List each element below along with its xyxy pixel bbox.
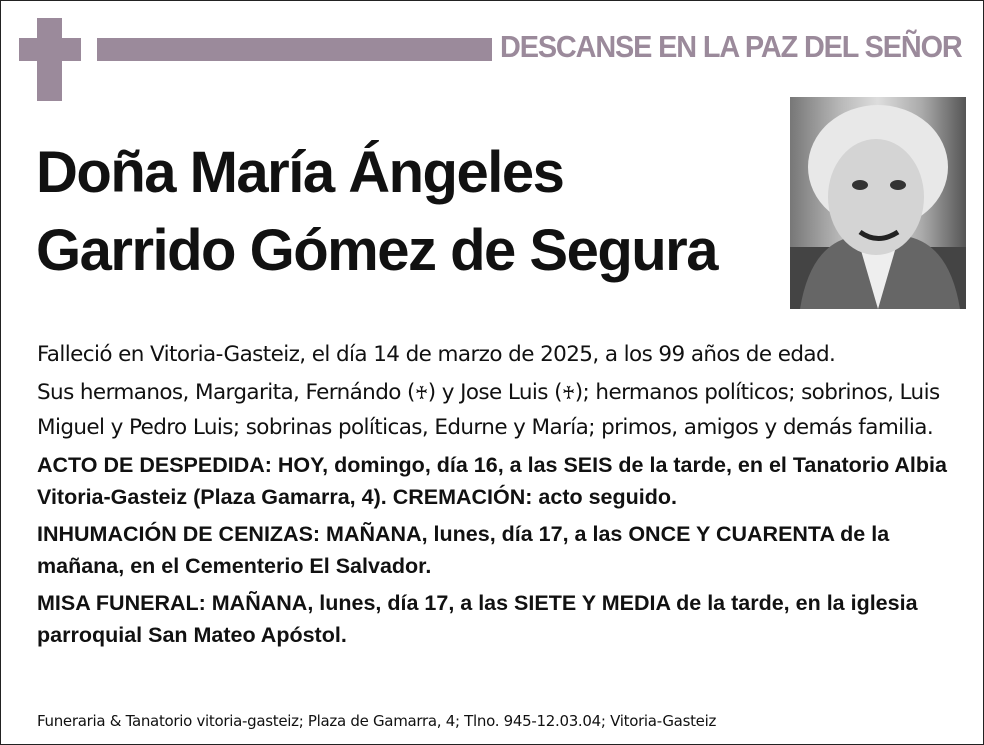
- deceased-photo: [790, 97, 966, 309]
- header-bar: [97, 38, 492, 61]
- family-notice: [37, 376, 967, 445]
- ashes-burial: INHUMACIÓN DE CENIZAS: MAÑANA, lunes, día 17, a las ONCE Y CUARENTA de la mañana, en el Cementerio El Salvador.: [37, 522, 890, 578]
- header-title: DESCANSE EN LA PAZ DEL SEÑOR: [500, 29, 962, 64]
- obituary-body: [37, 338, 967, 656]
- family-text: Sus hermanos, Margarita, Fernándo (: [37, 380, 415, 405]
- death-notice: Falleció en Vitoria-Gasteiz, el día 14 de marzo de 2025, a los 99 años de edad.: [37, 342, 836, 367]
- family-text: ); hermanos políticos; sobrinos, Luis Miguel y Pedro Luis; sobrinas políticas, Edurne y María; primos, amigos y demás familia.: [37, 380, 940, 440]
- family-text: ) y Jose Luis (: [427, 380, 562, 405]
- funeral-mass: MISA FUNERAL: MAÑANA, lunes, día 17, a las SIETE Y MEDIA de la tarde, en la iglesia parroquial San Mateo Apóstol.: [37, 591, 918, 647]
- farewell-ceremony: ACTO DE DESPEDIDA: HOY, domingo, día 16, a las SEIS de la tarde, en el Tanatorio Albia Vitoria-Gasteiz (Plaza Gamarra, 4). CREMACIÓN: acto seguido.: [37, 453, 947, 509]
- name-line-1: Doña María Ángeles: [36, 140, 564, 205]
- name-line-2: Garrido Gómez de Segura: [36, 218, 718, 283]
- small-cross-icon: ♰: [561, 383, 575, 404]
- cross-horizontal: [19, 38, 81, 61]
- small-cross-icon: ♰: [414, 383, 428, 404]
- deceased-name: [36, 134, 717, 290]
- funeral-home-footer: Funeraria & Tanatorio vitoria-gasteiz; Plaza de Gamarra, 4; Tlno. 945-12.03.04; Vitoria-Gasteiz: [37, 712, 717, 730]
